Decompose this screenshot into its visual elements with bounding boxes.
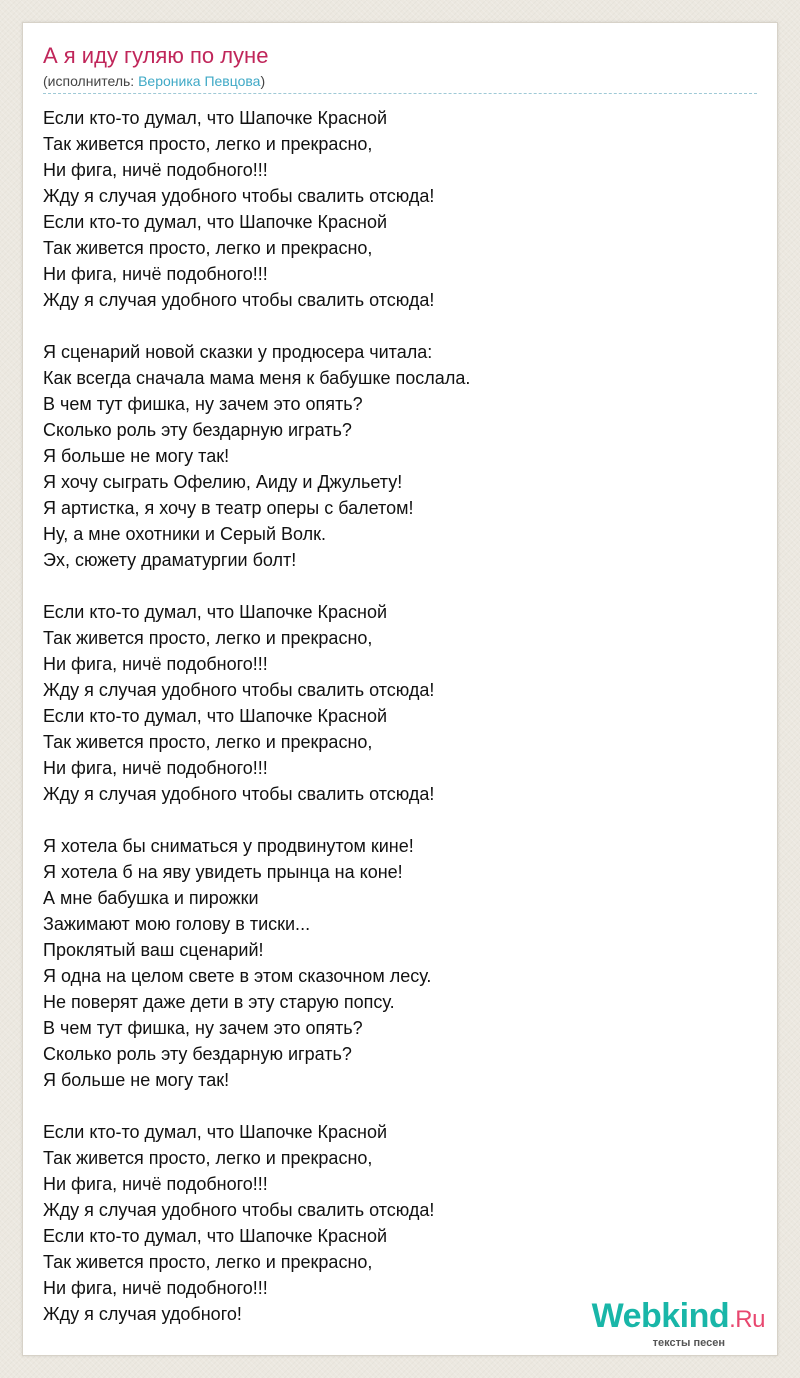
lyric-line: Я одна на целом свете в этом сказочном лесу.: [43, 966, 432, 986]
lyric-line: Если кто-то думал, что Шапочке Красной: [43, 212, 388, 232]
lyrics-text: [43, 105, 757, 1327]
logo-wordmark: [592, 1299, 765, 1337]
logo-tagline: тексты песен: [652, 1337, 725, 1349]
lyric-line: Я хотела б на яву увидеть прынца на коне!: [43, 862, 403, 882]
stanza-gap: [43, 807, 757, 833]
lyric-line: Я больше не могу так!: [43, 1070, 230, 1090]
lyric-line: Ни фига, ничё подобного!!!: [43, 1174, 268, 1194]
lyric-line: Жду я случая удобного чтобы свалить отсюда!: [43, 1200, 435, 1220]
stanza-gap: [43, 573, 757, 599]
lyric-line: Проклятый ваш сценарий!: [43, 940, 264, 960]
lyric-line: Если кто-то думал, что Шапочке Красной: [43, 1226, 388, 1246]
lyric-line: Я артистка, я хочу в театр оперы с балетом!: [43, 498, 414, 518]
lyric-line: Ну, а мне охотники и Серый Волк.: [43, 524, 326, 544]
lyric-line: Жду я случая удобного!: [43, 1304, 242, 1324]
lyric-line: А мне бабушка и пирожки: [43, 888, 259, 908]
lyric-line: Эх, сюжету драматургии болт!: [43, 550, 297, 570]
title-divider: [43, 93, 757, 94]
artist-line: [43, 73, 265, 89]
lyrics-card: [22, 22, 778, 1356]
lyric-line: Так живется просто, легко и прекрасно,: [43, 134, 373, 154]
logo-name: Webkind: [591, 1297, 730, 1335]
lyric-line: Ни фига, ничё подобного!!!: [43, 264, 268, 284]
lyric-line: Так живется просто, легко и прекрасно,: [43, 1252, 373, 1272]
lyric-line: Если кто-то думал, что Шапочке Красной: [43, 1122, 388, 1142]
site-logo[interactable]: [592, 1299, 765, 1349]
lyric-line: Так живется просто, легко и прекрасно,: [43, 1148, 373, 1168]
lyric-line: Жду я случая удобного чтобы свалить отсюда!: [43, 290, 435, 310]
stanza-gap: [43, 1093, 757, 1119]
lyric-line: Ни фига, ничё подобного!!!: [43, 654, 268, 674]
lyric-line: Ни фига, ничё подобного!!!: [43, 1278, 268, 1298]
lyric-line: Так живется просто, легко и прекрасно,: [43, 238, 373, 258]
lyric-line: Жду я случая удобного чтобы свалить отсюда!: [43, 186, 435, 206]
lyric-line: В чем тут фишка, ну зачем это опять?: [43, 394, 363, 414]
lyric-line: Жду я случая удобного чтобы свалить отсюда!: [43, 784, 435, 804]
lyric-line: Сколько роль эту бездарную играть?: [43, 1044, 352, 1064]
song-title: А я иду гуляю по луне: [43, 43, 269, 68]
lyric-line: Ни фига, ничё подобного!!!: [43, 758, 268, 778]
lyric-line: В чем тут фишка, ну зачем это опять?: [43, 1018, 363, 1038]
lyric-line: Так живется просто, легко и прекрасно,: [43, 732, 373, 752]
lyric-line: Если кто-то думал, что Шапочке Красной: [43, 602, 388, 622]
lyric-line: Жду я случая удобного чтобы свалить отсюда!: [43, 680, 435, 700]
lyric-line: Я хочу сыграть Офелию, Аиду и Джульету!: [43, 472, 403, 492]
lyric-line: Если кто-то думал, что Шапочке Красной: [43, 706, 388, 726]
artist-prefix: (исполнитель:: [43, 73, 139, 89]
stanza-gap: [43, 313, 757, 339]
lyric-line: Я сценарий новой сказки у продюсера читала:: [43, 342, 433, 362]
logo-tld: .Ru: [729, 1306, 765, 1333]
lyric-line: Не поверят даже дети в эту старую попсу.: [43, 992, 395, 1012]
artist-suffix: ): [260, 73, 266, 89]
lyric-line: Я хотела бы сниматься у продвинутом кине!: [43, 836, 414, 856]
lyric-line: Если кто-то думал, что Шапочке Красной: [43, 108, 388, 128]
lyric-line: Так живется просто, легко и прекрасно,: [43, 628, 373, 648]
artist-link[interactable]: Вероника Певцова: [138, 73, 261, 89]
lyric-line: Зажимают мою голову в тиски...: [43, 914, 311, 934]
lyric-line: Ни фига, ничё подобного!!!: [43, 160, 268, 180]
lyric-line: Я больше не могу так!: [43, 446, 230, 466]
lyric-line: Как всегда сначала мама меня к бабушке послала.: [43, 368, 471, 388]
lyric-line: Сколько роль эту бездарную играть?: [43, 420, 352, 440]
